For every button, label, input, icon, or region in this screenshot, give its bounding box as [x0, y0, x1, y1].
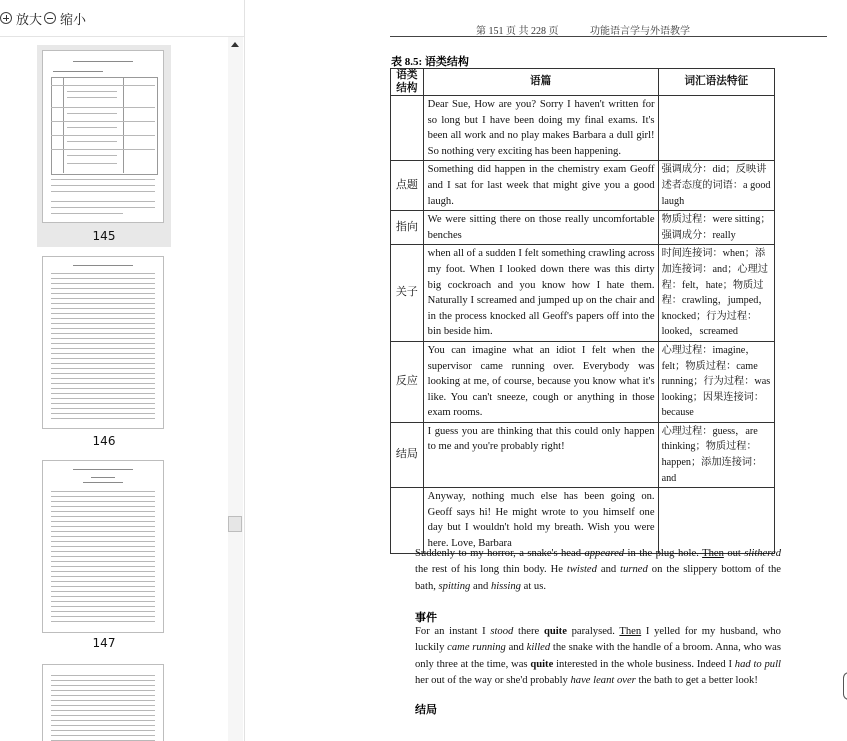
col-header-discourse: 语篇 [423, 69, 658, 96]
zoom-in-icon [0, 12, 12, 24]
row-features: 时间连接词：when；添加连接词：and；心理过程：felt，hate；物质过程：crawling，jumped，knocked；行为过程：looked，screamed [658, 245, 774, 342]
row-structure [391, 488, 424, 553]
row-features: 心理过程：imagine，felt；物质过程：came running；行为过程：was looking；因果连接词：because [658, 341, 774, 422]
row-features [658, 96, 774, 161]
thumbnail-list [0, 37, 228, 741]
thumbnail-item[interactable] [37, 659, 171, 741]
page-thumbnail-image [42, 50, 164, 223]
scroll-up-arrow-icon[interactable] [231, 42, 239, 47]
genre-structure-table [390, 68, 775, 554]
thumbnail-page-number: 147 [92, 636, 116, 650]
row-structure: 反应 [391, 341, 424, 422]
thumbnail-scrollbar[interactable] [228, 37, 243, 741]
body-paragraph: Suddenly to my horror, a snake's head appeared in the plug-hole. Then out slithered the rest of his long thin body. He twisted and turned on the slippery bottom of the bath, spitting and hissing at us. [415, 548, 781, 592]
thumbnail-item[interactable] [37, 251, 171, 451]
row-structure [391, 96, 424, 161]
col-header-features: 词汇语法特征 [658, 69, 774, 96]
row-features: 强调成分：did；反映讲述者态度的词语：a good laugh [658, 161, 774, 211]
zoom-in-label: 放大 [16, 12, 43, 28]
table-header-row [391, 69, 775, 96]
zoom-in-button[interactable] [0, 8, 42, 28]
zoom-out-label: 缩小 [60, 12, 87, 28]
row-features: 心理过程：guess，are thinking；物质过程：happen；添加连接词：and [658, 422, 774, 487]
row-structure: 点题 [391, 161, 424, 211]
row-structure: 结局 [391, 422, 424, 487]
row-discourse: Anyway, nothing much else has been going on. Geoff says hi! He might wrote to you himself one day but I wouldn't hold my breath. Wish you were here. Love, Barbara [423, 488, 658, 553]
zoom-out-icon [44, 12, 56, 24]
section-subheading: 结局 [415, 704, 437, 716]
row-discourse: We were sitting there on those really uncomfortable benches [423, 211, 658, 245]
table-row [391, 211, 775, 245]
side-panel-toggle[interactable] [843, 672, 847, 700]
thumbnail-item[interactable] [37, 45, 171, 247]
row-structure: 指向 [391, 211, 424, 245]
table-row [391, 341, 775, 422]
row-discourse: I guess you are thinking that this could only happen to me and you're probably right! [423, 422, 658, 487]
page-thumbnail-image [42, 256, 164, 429]
thumbnail-page-number: 145 [92, 229, 116, 243]
table-caption: 表 8.5: 语类结构 [391, 56, 469, 68]
body-paragraph: For an instant I stood there quite paralysed. Then I yelled for my husband, who luckily came running and killed the snake with the handle of a broom. Anna, who was only three at the time, was quite interested in the whole business. Indeed I had to pull her out of the way or she'd probably have leant over the bath to get a better look! [415, 626, 781, 686]
row-discourse: Something did happen in the chemistry exam Geoff and I sat for last week that might give you a good laugh. [423, 161, 658, 211]
thumbnail-sidebar [0, 0, 245, 741]
document-page [245, 0, 847, 741]
zoom-out-button[interactable] [44, 8, 86, 28]
row-discourse: when all of a sudden I felt something crawling across my foot. When I looked down there was this dirty big cockroach and you know how I hate them. Naturally I screamed and jumped up on the chair and in the process knocked all Geoff's papers off into the bin beside him. [423, 245, 658, 342]
row-discourse: You can imagine what an idiot I felt when the supervisor came running over. Everybody was looking at me, of course, because you know what it's like. You can't sneeze, cough or anything in those exam rooms. [423, 341, 658, 422]
running-header [390, 21, 827, 37]
col-header-structure: 语类结构 [391, 69, 424, 96]
table-row [391, 422, 775, 487]
table-row [391, 161, 775, 211]
row-features [658, 488, 774, 553]
header-page-count: 第 151 页 共 228 页 [476, 26, 559, 37]
thumbnail-page-number: 146 [92, 434, 116, 448]
row-structure: 关子 [391, 245, 424, 342]
header-book-title: 功能语言学与外语教学 [590, 26, 690, 37]
row-features: 物质过程：were sitting；强调成分：really [658, 211, 774, 245]
page-thumbnail-image [42, 664, 164, 741]
table-row [391, 96, 775, 161]
section-subheading: 事件 [415, 612, 437, 624]
row-discourse: Dear Sue, How are you? Sorry I haven't written for so long but I have been doing my final exams. It's been all work and no play makes Barbara a dull girl! So nothing very exciting has been happening. [423, 96, 658, 161]
table-row [391, 245, 775, 342]
page-thumbnail-image [42, 460, 164, 633]
scrollbar-thumb[interactable] [228, 516, 242, 532]
zoom-toolbar [0, 0, 244, 37]
table-row [391, 488, 775, 553]
thumbnail-item[interactable] [37, 455, 171, 653]
